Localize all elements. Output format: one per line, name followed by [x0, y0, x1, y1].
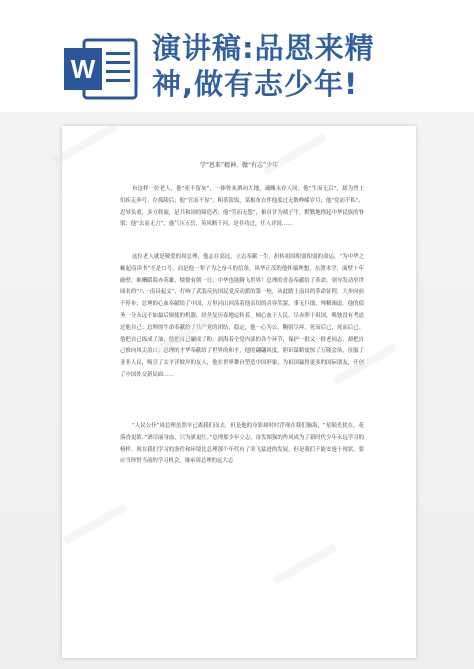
document-paragraph: “人民公仆”周总理虽然早已离我们而去，但是他的身影却时时浮现在我们脑海，“星陨光犹在，花落香更浓。”酒尽丽身血，只为旗更红。”总理那少年立志，奋发图强的作风成为了新时代少年永远学习的榜样。现在我们学习的条件和环境比总理那个年代有了突飞猛进的发展，但是我们不能安逸于现状，要应当珍惜当前的学习机会，继承周总理的远大志 — [120, 423, 364, 465]
document-paragraph: 有这样一位老人，他“死不留灰”，一捧骨灰洒向大地，魂魄永存人间；他“生而无后”，却为烈士们疾走奔号，存孤续后；他“官而不显”，粗茶淡饭，菜根布衣伴他度过无数峥嵘岁月；他“党而不私”，忍辱负重，多方斡旋，是共和国的缔造者；他“劳而无怨”，俯首甘为孺子牛，默默地撑起中华民族的脊梁；他“去而无言”，盛气压五岳，英风断千河，是非功过，任人评说…… — [120, 186, 364, 228]
word-page-line — [106, 61, 130, 64]
word-page-line — [106, 52, 130, 55]
title-line-2: 神,做有志少年! — [152, 67, 359, 101]
document-page — [62, 126, 416, 658]
word-document-icon — [62, 38, 138, 100]
word-page-line — [106, 79, 130, 82]
word-letter: W — [70, 54, 96, 84]
page-title — [152, 30, 470, 102]
page-header — [0, 0, 474, 112]
document-paragraph: 这位老人就是敬爱的周总理，他志存高远，立志奉献一生，担转祖国积弱积弱的命运，“为中华之崛起而读书”不是口号，而是他一辈子为之奋斗的信条。风华正茂的他怀揣理想，东渡求学，面壁十年破壁，难酬蹈海亦英雄，憧憬有朝一日，中华也能腾飞世界！总理的青春奉献给了革命，领导发动举世闻名的“八一南昌起义”，打响了武装反抗国民党反动派的第一枪，从此踏上南昌的革命征程，大步向前不停步；总理的心血奉献给了中国，万里河山回荡着他亲切的音容笑貌，事无巨细，殚精竭虑。他的债务一分永远不如最后倒使的机器，经冬复历春地运转着，倾心血于人民，尽赤胆于祖国，唯独没有考虑过他自己；总理的生命奉献给了共产党的团结，稳定，他一心为公，鞠躬尽瘁，死而后已，死而后已。他把自己练成了油，他把自己碾成了粉，润海着全党内部的各个环节，保护一批又一批老同志，却把自己推向风尖浪口；总理的才华奉献给了世界的和平，他的翩翩风度，胆识谋略震惊了万隆会场，征服了亚非人民，吸引了太平洋彼岸的友人，他在世界舞台塑造中国形象，为祖国赢得更多的国际朋友，开创了中国外交新局面…… — [120, 254, 364, 378]
word-page-line — [106, 70, 130, 73]
document-heading: 学“恩来”精神，做“有志”少年 — [199, 162, 279, 169]
title-line-1: 演讲稿:品恩来精 — [152, 31, 375, 65]
